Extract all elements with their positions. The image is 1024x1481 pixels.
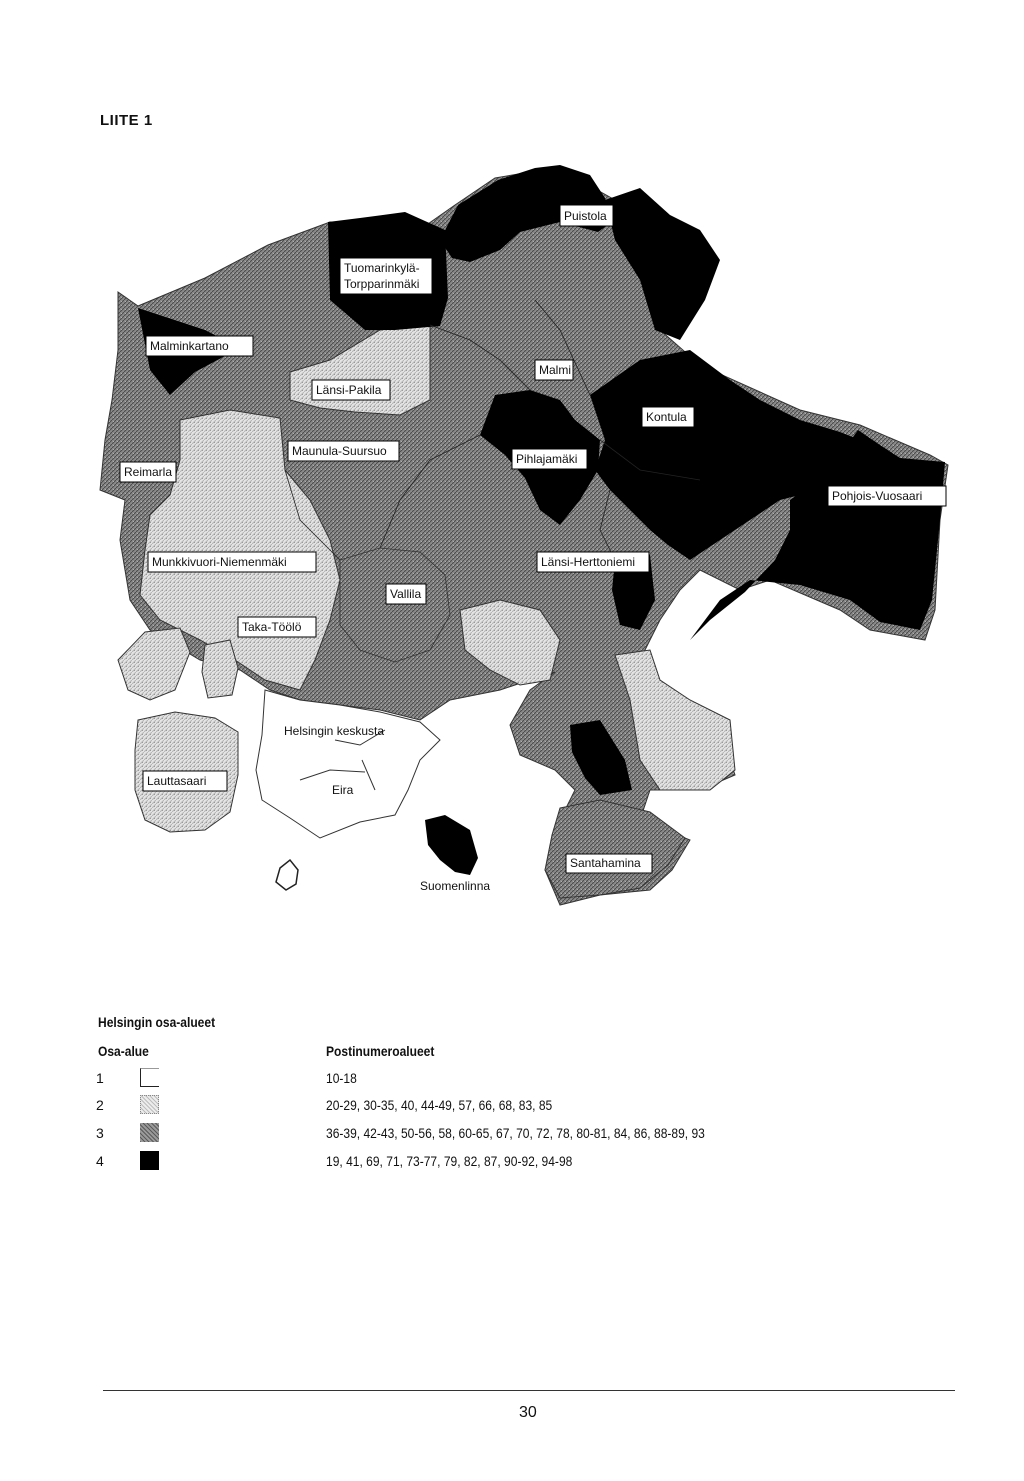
label-tuomarinkyla bbox=[340, 258, 432, 294]
label-taka-toolo bbox=[238, 617, 316, 637]
label-maunula bbox=[288, 441, 399, 461]
label-reimarla bbox=[120, 462, 176, 482]
svg-text:Kontula: Kontula bbox=[646, 410, 687, 424]
label-santahamina bbox=[566, 854, 652, 873]
swatch-level-1-icon bbox=[140, 1068, 159, 1087]
page-number: 30 bbox=[519, 1404, 537, 1421]
region-islet-west bbox=[118, 628, 190, 700]
label-vallila bbox=[386, 584, 426, 604]
label-malmi bbox=[535, 360, 573, 380]
label-lansi-pakila bbox=[312, 380, 390, 400]
legend-col-area: Osa-alue bbox=[98, 1043, 149, 1059]
legend-col-postcodes: Postinumeroalueet bbox=[326, 1043, 435, 1059]
svg-text:Maunula-Suursuo: Maunula-Suursuo bbox=[292, 444, 387, 458]
label-malminkartano bbox=[146, 336, 253, 356]
label-lansi-herttoniemi bbox=[537, 552, 649, 572]
legend-row bbox=[0, 1068, 1024, 1094]
svg-text:Vallila: Vallila bbox=[390, 587, 422, 601]
label-eira bbox=[332, 783, 354, 797]
svg-text:Tuomarinkylä-: Tuomarinkylä- bbox=[344, 261, 420, 275]
svg-text:Pohjois-Vuosaari: Pohjois-Vuosaari bbox=[832, 489, 923, 503]
legend-codes: 10-18 bbox=[326, 1070, 357, 1086]
svg-text:Länsi-Herttoniemi: Länsi-Herttoniemi bbox=[541, 555, 636, 569]
legend-codes: 19, 41, 69, 71, 73-77, 79, 82, 87, 90-92, 94-98 bbox=[326, 1153, 573, 1169]
legend-codes: 20-29, 30-35, 40, 44-49, 57, 66, 68, 83, 85 bbox=[326, 1097, 553, 1113]
legend-level: 4 bbox=[96, 1153, 104, 1169]
label-puistola bbox=[560, 205, 613, 226]
legend-codes: 36-39, 42-43, 50-56, 58, 60-65, 67, 70, 72, 78, 80-81, 84, 86, 88-89, 93 bbox=[326, 1125, 705, 1141]
legend-level: 2 bbox=[96, 1097, 104, 1113]
svg-text:Puistola: Puistola bbox=[564, 209, 607, 223]
svg-text:Santahamina: Santahamina bbox=[570, 856, 641, 870]
legend-level: 1 bbox=[96, 1070, 104, 1086]
svg-text:Helsingin keskusta: Helsingin keskusta bbox=[284, 724, 385, 738]
label-lauttasaari bbox=[143, 771, 227, 791]
footer-divider bbox=[103, 1390, 955, 1391]
svg-text:Suomenlinna: Suomenlinna bbox=[420, 879, 491, 893]
label-helsinki-centre bbox=[284, 724, 384, 738]
svg-text:Reimarla: Reimarla bbox=[124, 465, 173, 479]
label-pihlajamaki bbox=[512, 449, 587, 469]
label-pohjois-vuosaari bbox=[828, 486, 946, 506]
swatch-level-3-icon bbox=[140, 1123, 159, 1142]
label-munkkivuori bbox=[148, 552, 316, 572]
legend-row bbox=[0, 1151, 1024, 1177]
svg-text:Malmi: Malmi bbox=[539, 363, 571, 377]
label-kontula bbox=[642, 407, 694, 427]
legend-level: 3 bbox=[96, 1125, 104, 1141]
svg-text:Taka-Töölö: Taka-Töölö bbox=[242, 620, 302, 634]
swatch-level-2-icon bbox=[140, 1095, 159, 1114]
svg-text:Pihlajamäki: Pihlajamäki bbox=[516, 452, 578, 466]
svg-text:Torpparinmäki: Torpparinmäki bbox=[344, 277, 420, 291]
page-heading: LIITE 1 bbox=[100, 112, 153, 129]
region-santahamina bbox=[545, 800, 685, 898]
legend-row bbox=[0, 1095, 1024, 1121]
region-islet-mid bbox=[202, 640, 238, 698]
svg-text:Lauttasaari: Lauttasaari bbox=[147, 774, 207, 788]
swatch-level-4-icon bbox=[140, 1151, 159, 1170]
region-suomenlinna bbox=[425, 815, 478, 875]
legend-title: Helsingin osa-alueet bbox=[98, 1014, 216, 1030]
svg-text:Länsi-Pakila: Länsi-Pakila bbox=[316, 383, 382, 397]
legend-row bbox=[0, 1123, 1024, 1149]
svg-text:Malminkartano: Malminkartano bbox=[150, 339, 229, 353]
label-suomenlinna bbox=[420, 879, 490, 893]
islet-outline-icon bbox=[276, 860, 298, 890]
svg-text:Munkkivuori-Niemenmäki: Munkkivuori-Niemenmäki bbox=[152, 555, 287, 569]
svg-text:Eira: Eira bbox=[332, 783, 354, 797]
